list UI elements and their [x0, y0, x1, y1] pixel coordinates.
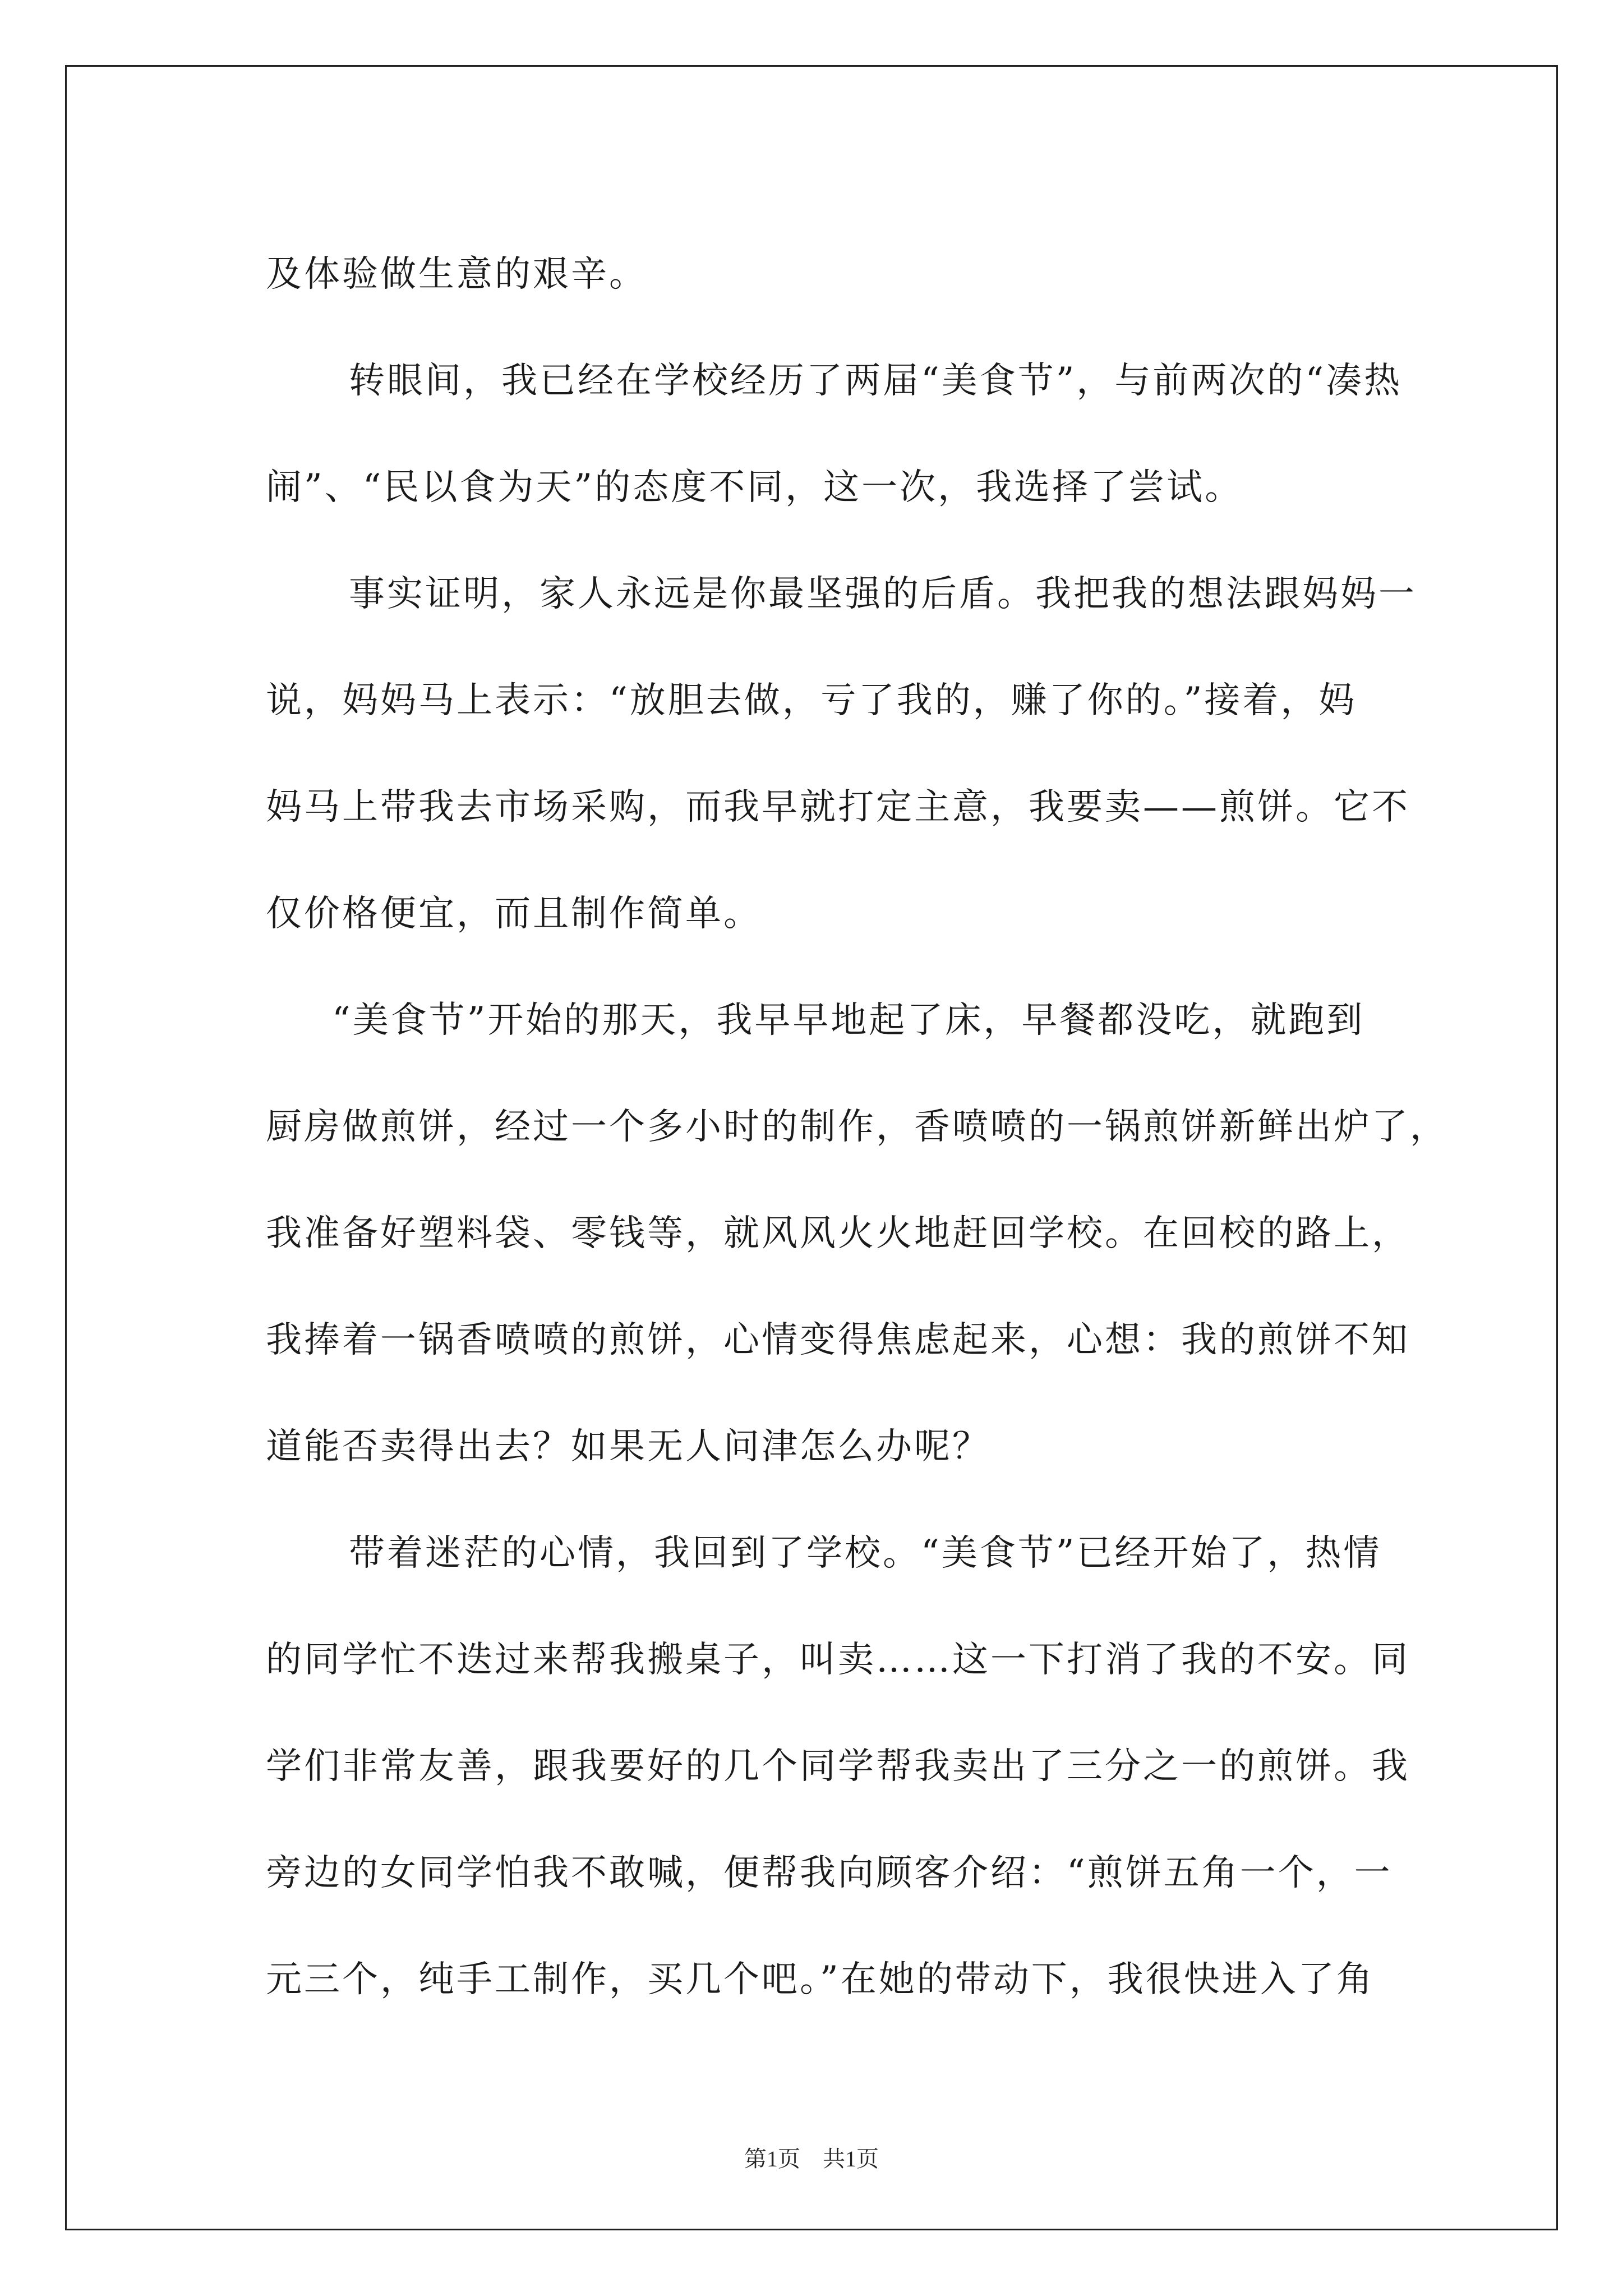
text-line: 仅价格便宜，而且制作简单。	[266, 893, 762, 935]
text-line: 的同学忙不迭过来帮我搬桌子，叫卖……这一下打消了我的不安。同	[266, 1639, 1410, 1681]
page-frame	[65, 65, 1558, 2230]
text-line: 闹”、“民以食为天”的态度不同，这一次，我选择了尝试。	[266, 467, 1243, 508]
text-line: 及体验做生意的艰辛。	[266, 254, 647, 295]
page-total: 共1页	[823, 2146, 879, 2171]
text-line: 事实证明，家人永远是你最坚强的后盾。我把我的想法跟妈妈一	[349, 573, 1417, 615]
page-footer	[67, 2142, 1556, 2176]
text-line: 带着迷茫的心情，我回到了学校。“美食节”已经开始了，热情	[349, 1533, 1382, 1574]
text-line: 学们非常友善，跟我要好的几个同学帮我卖出了三分之一的煎饼。我	[266, 1746, 1410, 1787]
text-line: 道能否卖得出去？如果无人问津怎么办呢？	[266, 1426, 990, 1467]
text-line: 元三个，纯手工制作，买几个吧。”在她的带动下，我很快进入了角	[266, 1959, 1375, 2000]
text-line: 妈马上带我去市场采购，而我早就打定主意，我要卖——煎饼。它不	[266, 786, 1410, 828]
text-line: 我准备好塑料袋、零钱等，就风风火火地赶回学校。在回校的路上，	[266, 1213, 1410, 1254]
page-number: 第1页	[744, 2146, 800, 2171]
text-line: “美食节”开始的那天，我早早地起了床，早餐都没吃，就跑到	[332, 1000, 1365, 1041]
text-line: 旁边的女同学怕我不敢喊，便帮我向顾客介绍：“煎饼五角一个，一	[266, 1852, 1393, 1894]
text-line: 转眼间，我已经在学校经历了两届“美食节”，与前两次的“凑热	[349, 360, 1403, 402]
text-line: 厨房做煎饼，经过一个多小时的制作，香喷喷的一锅煎饼新鲜出炉了，	[266, 1106, 1448, 1148]
text-line: 说，妈妈马上表示：“放胆去做，亏了我的，赚了你的。”接着，妈	[266, 680, 1357, 721]
text-line: 我捧着一锅香喷喷的煎饼，心情变得焦虑起来，心想：我的煎饼不知	[266, 1319, 1410, 1361]
